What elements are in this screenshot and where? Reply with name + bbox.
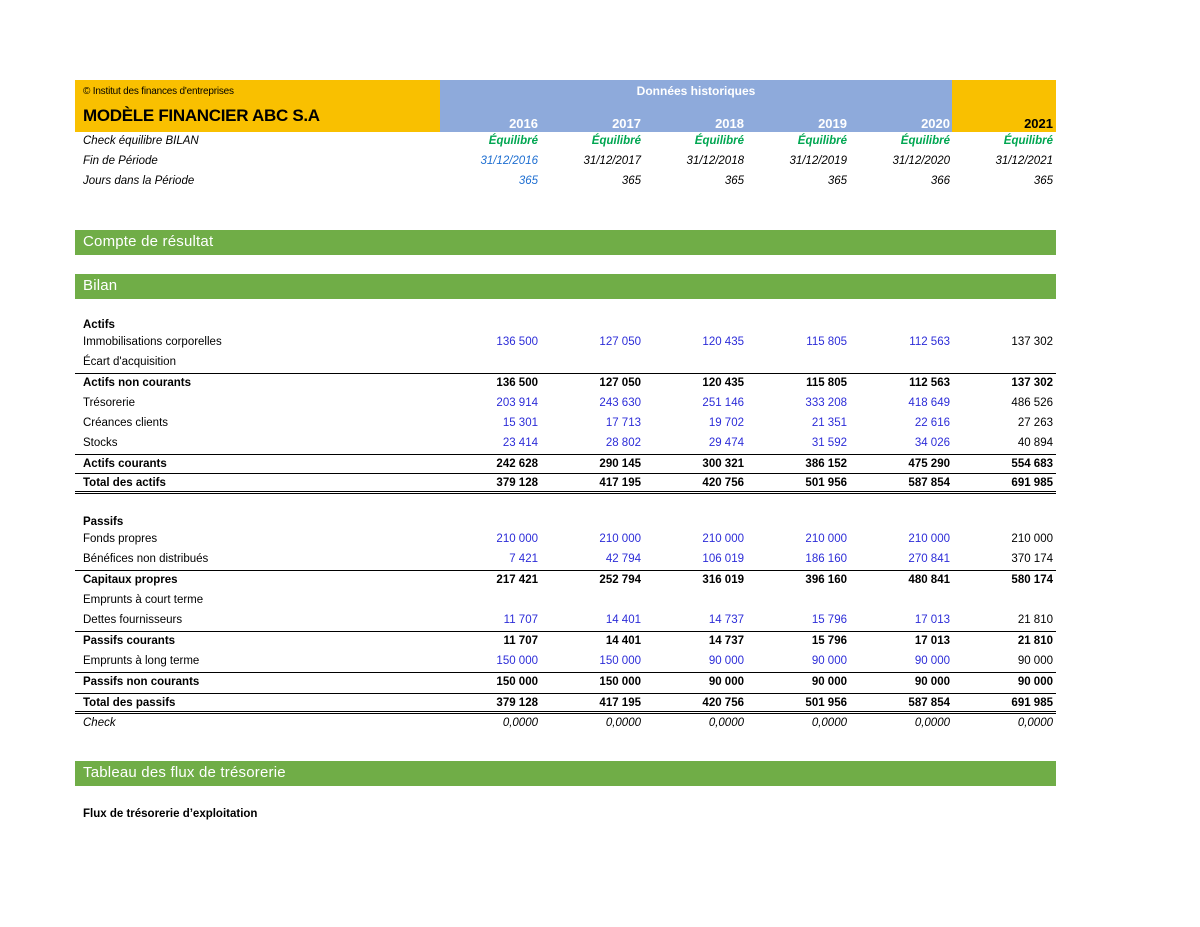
- year-header: 2019: [818, 116, 847, 131]
- cell-value: 120 435: [702, 336, 744, 348]
- row-label: Fonds propres: [83, 533, 158, 545]
- row-label: Stocks: [83, 437, 118, 449]
- cell-value: 17 013: [914, 614, 950, 626]
- cell-value: 501 956: [805, 697, 847, 709]
- cell-value: 379 128: [496, 477, 538, 489]
- row-label: Passifs courants: [83, 635, 176, 647]
- table-row: [75, 570, 1056, 591]
- cell-value: 40 894: [1017, 437, 1053, 449]
- cell-value: 27 263: [1017, 417, 1053, 429]
- cell-value: Équilibré: [591, 135, 641, 147]
- cell-value: 580 174: [1011, 574, 1053, 586]
- cell-value: 417 195: [599, 697, 641, 709]
- cell-value: 150 000: [496, 655, 538, 667]
- cell-value: 587 854: [908, 697, 950, 709]
- cell-value: 242 628: [496, 458, 538, 470]
- cell-value: 127 050: [599, 377, 641, 389]
- year-header: 2017: [612, 116, 641, 131]
- copyright-text: © Institut des finances d'entreprises: [83, 86, 234, 97]
- row-label: Immobilisations corporelles: [83, 336, 222, 348]
- cell-value: 379 128: [496, 697, 538, 709]
- cashflow-sub-row: [75, 786, 1056, 826]
- cell-value: 252 794: [599, 574, 641, 586]
- table-row: [75, 611, 1056, 631]
- cell-value: 386 152: [805, 458, 847, 470]
- table-row: [75, 454, 1056, 473]
- cell-value: 137 302: [1011, 377, 1053, 389]
- cell-value: 90 000: [811, 655, 847, 667]
- row-label: Écart d'acquisition: [83, 356, 176, 368]
- cell-value: 691 985: [1011, 697, 1053, 709]
- cell-value: 420 756: [702, 697, 744, 709]
- cell-value: 90 000: [811, 676, 847, 688]
- section-balance-sheet: [75, 274, 1056, 299]
- cell-value: 417 195: [599, 477, 641, 489]
- cell-value: 115 805: [806, 377, 847, 389]
- cell-value: Équilibré: [900, 135, 950, 147]
- section-title: Compte de résultat: [83, 233, 214, 250]
- cell-value: 210 000: [496, 533, 538, 545]
- cell-value: 316 019: [702, 574, 744, 586]
- table-row: [75, 591, 1056, 611]
- table-row: [75, 333, 1056, 353]
- cell-value: 17 013: [914, 635, 950, 647]
- cell-value: 217 421: [496, 574, 538, 586]
- cell-value: 150 000: [599, 655, 641, 667]
- assets-title-row: [75, 313, 1056, 333]
- cell-value: 486 526: [1011, 397, 1053, 409]
- cell-value: 210 000: [702, 533, 744, 545]
- cell-value: 587 854: [908, 477, 950, 489]
- cell-value: 115 805: [806, 336, 847, 348]
- cell-value: 31/12/2017: [583, 155, 641, 167]
- row-label: Dettes fournisseurs: [83, 614, 183, 626]
- cell-value: 210 000: [1011, 533, 1053, 545]
- table-row: [75, 631, 1056, 652]
- cell-value: 21 810: [1017, 635, 1053, 647]
- cell-value: 15 796: [811, 614, 847, 626]
- cell-value: 203 914: [496, 397, 538, 409]
- cell-value: 15 301: [502, 417, 538, 429]
- cell-value: 210 000: [599, 533, 641, 545]
- period-end-row: [75, 152, 1056, 172]
- cell-value: 31/12/2019: [789, 155, 847, 167]
- table-row: [75, 550, 1056, 570]
- cell-value: 210 000: [805, 533, 847, 545]
- cell-value: 21 351: [811, 417, 847, 429]
- cell-value: 34 026: [914, 437, 950, 449]
- table-row: [75, 394, 1056, 414]
- row-label: Actifs courants: [83, 458, 167, 470]
- cell-value: 136 500: [496, 377, 538, 389]
- cell-value: 14 737: [708, 635, 744, 647]
- cell-value: 11 707: [503, 635, 538, 647]
- row-label: Passifs non courants: [83, 676, 200, 688]
- cell-value: 31/12/2021: [995, 155, 1053, 167]
- cell-value: 365: [1033, 175, 1053, 187]
- cell-value: 112 563: [909, 377, 950, 389]
- table-row: [75, 652, 1056, 672]
- cell-value: 210 000: [908, 533, 950, 545]
- cell-value: 22 616: [914, 417, 950, 429]
- cell-value: 150 000: [496, 676, 538, 688]
- cell-value: 14 401: [605, 614, 641, 626]
- cell-value: 0,0000: [502, 717, 538, 729]
- cell-value: 365: [621, 175, 641, 187]
- row-label: Check équilibre BILAN: [83, 135, 199, 147]
- year-header: 2016: [509, 116, 538, 131]
- cell-value: 14 737: [708, 614, 744, 626]
- cell-value: 137 302: [1011, 336, 1053, 348]
- historical-data-title: Données historiques: [636, 84, 756, 98]
- row-label: Trésorerie: [83, 397, 135, 409]
- cell-value: 23 414: [502, 437, 538, 449]
- liabilities-title-row: [75, 510, 1056, 530]
- cell-value: 106 019: [702, 553, 744, 565]
- cell-value: 0,0000: [708, 717, 744, 729]
- cell-value: Équilibré: [1003, 135, 1053, 147]
- row-label: Total des passifs: [83, 697, 176, 709]
- cell-value: 0,0000: [1017, 717, 1053, 729]
- cell-value: 136 500: [496, 336, 538, 348]
- cell-value: 691 985: [1011, 477, 1053, 489]
- table-row: [75, 672, 1056, 693]
- cell-value: 333 208: [805, 397, 847, 409]
- cell-value: 418 649: [908, 397, 950, 409]
- table-row: [75, 530, 1056, 550]
- cell-value: 396 160: [805, 574, 847, 586]
- section-title: Tableau des flux de trésorerie: [83, 764, 286, 781]
- days-in-period-row: [75, 172, 1056, 192]
- cell-value: 31 592: [811, 437, 847, 449]
- table-row: [75, 714, 1056, 734]
- cell-value: 420 756: [702, 477, 744, 489]
- section-title: Bilan: [83, 277, 118, 294]
- cell-value: 243 630: [599, 397, 641, 409]
- row-label: Actifs non courants: [83, 377, 191, 389]
- cell-value: 480 841: [908, 574, 950, 586]
- cell-value: 11 707: [503, 614, 538, 626]
- section-cash-flow: [75, 761, 1056, 786]
- cell-value: 31/12/2018: [686, 155, 744, 167]
- cell-value: 90 000: [1017, 655, 1053, 667]
- cell-value: 7 421: [509, 553, 538, 565]
- cell-value: 366: [930, 175, 950, 187]
- section-income-statement: [75, 230, 1056, 255]
- row-label: Capitaux propres: [83, 574, 178, 586]
- cell-value: 15 796: [811, 635, 847, 647]
- cell-value: 90 000: [914, 676, 950, 688]
- cell-value: 112 563: [909, 336, 950, 348]
- liabilities-title: Passifs: [83, 516, 124, 528]
- cell-value: 90 000: [914, 655, 950, 667]
- cell-value: 150 000: [599, 676, 641, 688]
- row-label: Total des actifs: [83, 477, 166, 489]
- cell-value: Équilibré: [488, 135, 538, 147]
- row-label: Jours dans la Période: [83, 175, 195, 187]
- cell-value: 251 146: [702, 397, 744, 409]
- cell-value: 300 321: [702, 458, 744, 470]
- cell-value: 0,0000: [914, 717, 950, 729]
- row-label: Emprunts à long terme: [83, 655, 200, 667]
- assets-title: Actifs: [83, 319, 115, 331]
- table-row: [75, 434, 1056, 454]
- cell-value: 31/12/2016: [480, 155, 538, 167]
- cell-value: 475 290: [908, 458, 950, 470]
- cell-value: 29 474: [708, 437, 744, 449]
- cell-value: 28 802: [605, 437, 641, 449]
- cell-value: Équilibré: [694, 135, 744, 147]
- table-row: [75, 473, 1056, 494]
- cell-value: 90 000: [1017, 676, 1053, 688]
- row-label: Créances clients: [83, 417, 169, 429]
- cell-value: 365: [827, 175, 847, 187]
- cell-value: 127 050: [599, 336, 641, 348]
- cell-value: 365: [724, 175, 744, 187]
- cell-value: 14 401: [605, 635, 641, 647]
- year-header: 2021: [1024, 116, 1053, 131]
- balance-check-row: [75, 132, 1056, 152]
- cell-value: 0,0000: [811, 717, 847, 729]
- cell-value: 270 841: [908, 553, 950, 565]
- cashflow-subtitle: Flux de trésorerie d’exploitation: [83, 808, 258, 820]
- table-row: [75, 414, 1056, 434]
- cell-value: 501 956: [805, 477, 847, 489]
- cell-value: Équilibré: [797, 135, 847, 147]
- year-header: 2020: [921, 116, 950, 131]
- cell-value: 19 702: [708, 417, 744, 429]
- cell-value: 0,0000: [605, 717, 641, 729]
- row-label: Check: [83, 717, 116, 729]
- cell-value: 365: [518, 175, 538, 187]
- row-label: Emprunts à court terme: [83, 594, 204, 606]
- cell-value: 21 810: [1017, 614, 1053, 626]
- cell-value: 554 683: [1011, 458, 1053, 470]
- model-title: MODÈLE FINANCIER ABC S.A: [83, 106, 320, 125]
- row-label: Fin de Période: [83, 155, 158, 167]
- table-row: [75, 693, 1056, 714]
- table-row: [75, 353, 1056, 373]
- cell-value: 186 160: [805, 553, 847, 565]
- cell-value: 120 435: [702, 377, 744, 389]
- cell-value: 90 000: [708, 655, 744, 667]
- cell-value: 42 794: [605, 553, 641, 565]
- sheet-header: [75, 80, 1056, 132]
- row-label: Bénéfices non distribués: [83, 553, 209, 565]
- cell-value: 370 174: [1011, 553, 1053, 565]
- financial-model-sheet: [75, 80, 1056, 826]
- table-row: [75, 373, 1056, 394]
- cell-value: 290 145: [599, 458, 641, 470]
- cell-value: 31/12/2020: [892, 155, 950, 167]
- cell-value: 17 713: [605, 417, 641, 429]
- year-header: 2018: [715, 116, 744, 131]
- cell-value: 90 000: [708, 676, 744, 688]
